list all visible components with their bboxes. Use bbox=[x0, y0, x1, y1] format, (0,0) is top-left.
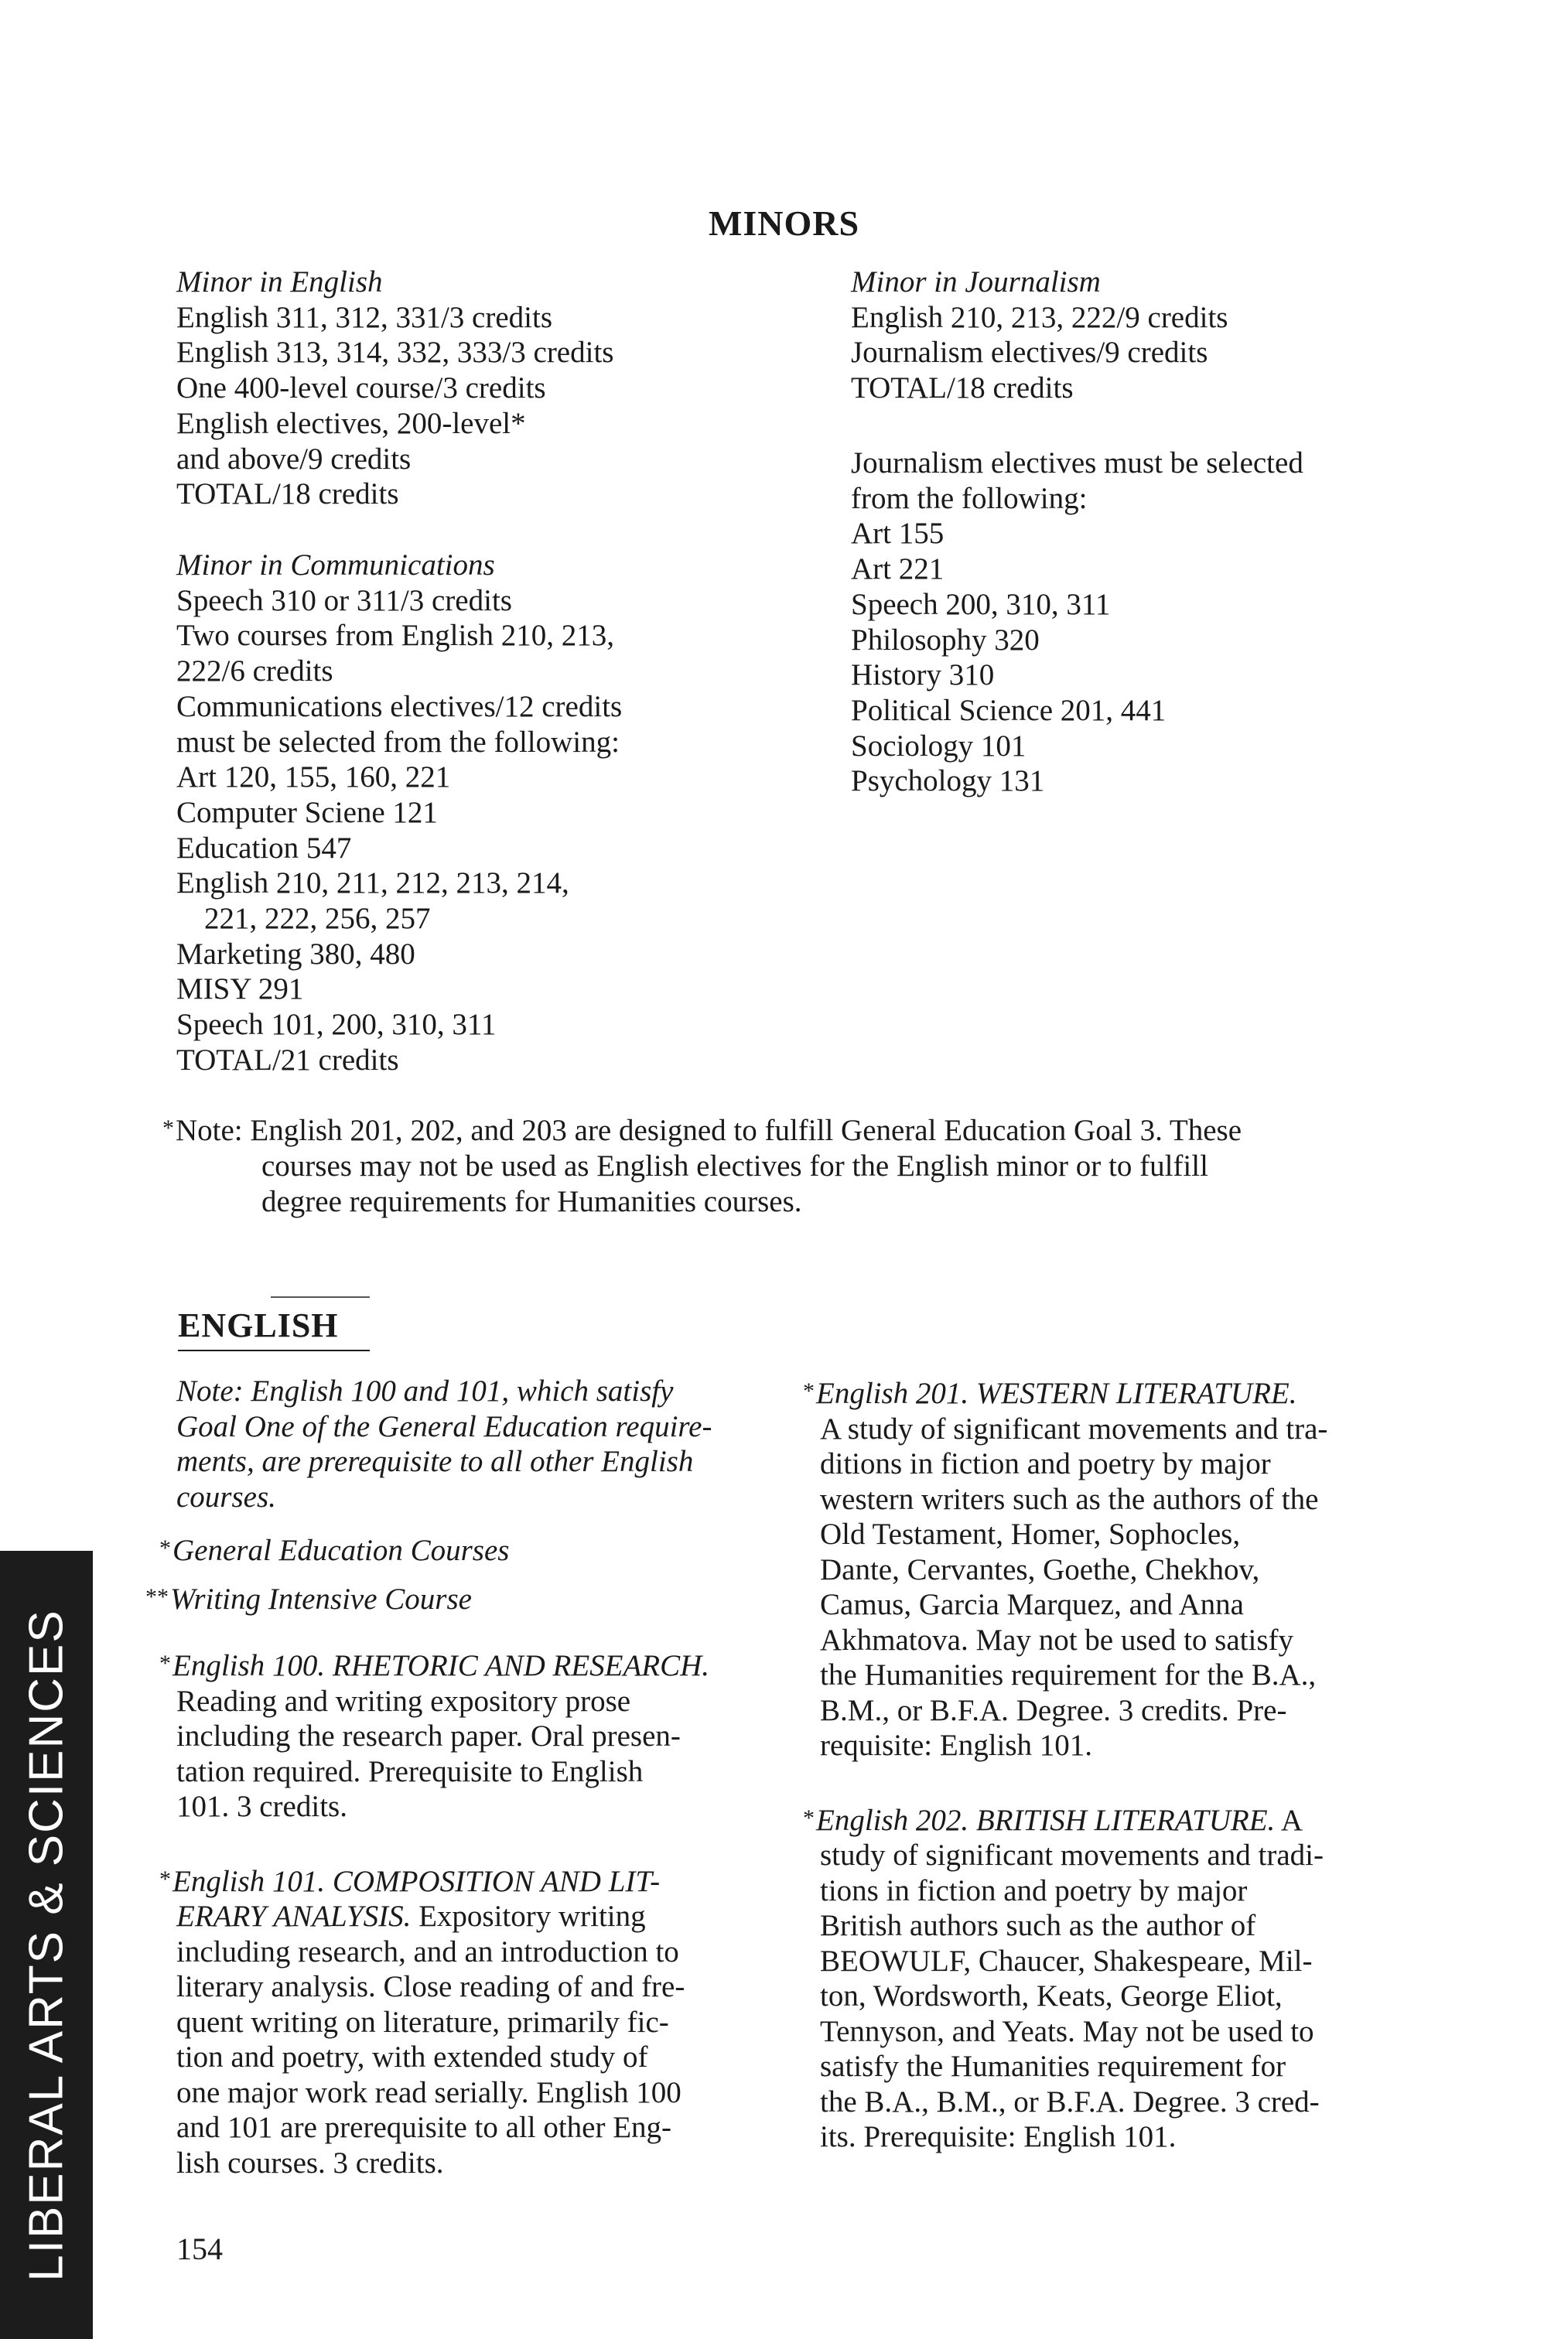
legend-text: General Education Courses bbox=[173, 1534, 510, 1567]
minor-journalism-line: TOTAL/18 credits bbox=[851, 371, 1074, 405]
journalism-electives-line: from the following: bbox=[851, 481, 1088, 515]
legend-item bbox=[145, 1574, 764, 1623]
legend-item bbox=[159, 1525, 764, 1574]
course-english-202 bbox=[803, 1801, 1416, 2155]
minor-english-line: TOTAL/18 credits bbox=[176, 477, 399, 511]
course-english-201 bbox=[803, 1374, 1416, 1764]
journalism-electives-line: Journalism electives must be selected bbox=[851, 446, 1303, 480]
minor-communications-line: Marketing 380, 480 bbox=[176, 937, 415, 971]
section-heading-english: ENGLISH bbox=[178, 1306, 370, 1351]
course-desc-line: Expository writing bbox=[411, 1900, 646, 1933]
minor-communications-line: English 210, 211, 212, 213, 214, bbox=[176, 866, 569, 900]
course-english-100 bbox=[159, 1646, 764, 1825]
course-desc-line: Akhmatova. May not be used to satisfy bbox=[820, 1623, 1293, 1657]
course-title: English 100. RHETORIC AND RESEARCH. bbox=[173, 1649, 710, 1682]
course-desc-line: and 101 are prerequisite to all other Eng- bbox=[176, 2111, 672, 2144]
course-desc-line: BEOWULF, Chaucer, Shakespeare, Mil- bbox=[820, 1944, 1313, 1978]
intro-line: courses. bbox=[176, 1480, 276, 1514]
journalism-electives-line: Philosophy 320 bbox=[851, 623, 1040, 657]
minor-communications-title: Minor in Communications bbox=[176, 548, 495, 582]
course-title: English 202. BRITISH LITERATURE. bbox=[816, 1803, 1276, 1837]
minor-english-line: English 311, 312, 331/3 credits bbox=[176, 300, 553, 334]
course-title: English 101. COMPOSITION AND LIT- bbox=[173, 1864, 661, 1898]
course-desc-line: tions in fiction and poetry by major bbox=[820, 1873, 1248, 1907]
course-desc-line: including the research paper. Oral presen- bbox=[176, 1719, 681, 1753]
course-desc-line: its. Prerequisite: English 101. bbox=[820, 2120, 1177, 2153]
footnote-line: degree requirements for Humanities courses. bbox=[261, 1185, 802, 1218]
journalism-electives-line: Political Science 201, 441 bbox=[851, 693, 1167, 727]
minor-english-line: English electives, 200-level* bbox=[176, 406, 526, 440]
course-desc-line: lish courses. 3 credits. bbox=[176, 2146, 444, 2180]
minor-communications-line: Two courses from English 210, 213, bbox=[176, 619, 614, 653]
side-tab-label: LIBERAL ARTS & SCIENCES bbox=[19, 1608, 73, 2282]
minor-communications-line: MISY 291 bbox=[176, 972, 304, 1006]
footnote bbox=[162, 1111, 1416, 1220]
course-desc-line: tation required. Prerequisite to English bbox=[176, 1754, 644, 1788]
course-desc-line: the Humanities requirement for the B.A., bbox=[820, 1658, 1317, 1692]
footnote-line: courses may not be used as English electives for the English minor or to fulfill bbox=[261, 1149, 1208, 1183]
minor-english-line: One 400-level course/3 credits bbox=[176, 371, 546, 405]
footnote-star: * bbox=[162, 1115, 174, 1141]
page-number: 154 bbox=[176, 2231, 223, 2266]
english-right-column bbox=[803, 1374, 1416, 2192]
course-desc-line: Old Testament, Homer, Sophocles, bbox=[820, 1518, 1241, 1551]
legend-mark: * bbox=[159, 1535, 171, 1561]
minor-communications-line: Education 547 bbox=[176, 831, 352, 865]
course-desc-line: Dante, Cervantes, Goethe, Chekhov, bbox=[820, 1552, 1260, 1586]
minor-communications-line: Art 120, 155, 160, 221 bbox=[176, 760, 451, 794]
journalism-electives-line: Art 155 bbox=[851, 517, 945, 551]
page-title: MINORS bbox=[708, 203, 860, 243]
minor-communications-line: TOTAL/21 credits bbox=[176, 1043, 399, 1077]
course-desc-line: the B.A., B.M., or B.F.A. Degree. 3 cred- bbox=[820, 2085, 1320, 2119]
minor-communications-line: 221, 222, 256, 257 bbox=[204, 902, 431, 936]
side-section-tab bbox=[0, 1551, 93, 2339]
course-title: English 201. WESTERN LITERATURE. bbox=[816, 1377, 1297, 1410]
course-english-101 bbox=[159, 1862, 764, 2181]
course-desc-line: Camus, Garcia Marquez, and Anna bbox=[820, 1588, 1244, 1621]
english-intro-note bbox=[176, 1374, 764, 1514]
course-desc-line: requisite: English 101. bbox=[820, 1729, 1093, 1762]
gen-ed-mark: * bbox=[803, 1378, 815, 1404]
course-desc-line: study of significant movements and tradi- bbox=[820, 1839, 1324, 1872]
course-desc-line: literary analysis. Close reading of and fre- bbox=[176, 1970, 685, 2003]
journalism-electives-line: Sociology 101 bbox=[851, 729, 1027, 763]
minor-english-block bbox=[176, 265, 613, 512]
legend bbox=[145, 1525, 764, 1623]
minor-communications-line: Communications electives/12 credits bbox=[176, 689, 623, 723]
course-desc-line: ton, Wordsworth, Keats, George Eliot, bbox=[820, 1979, 1283, 2013]
course-desc-line: B.M., or B.F.A. Degree. 3 credits. Pre- bbox=[820, 1693, 1287, 1727]
minor-communications-line: 222/6 credits bbox=[176, 654, 333, 688]
legend-text: Writing Intensive Course bbox=[170, 1583, 472, 1616]
course-desc-line: A study of significant movements and tra- bbox=[820, 1412, 1328, 1446]
gen-ed-mark: * bbox=[159, 1651, 171, 1676]
minor-communications-line: Computer Sciene 121 bbox=[176, 795, 438, 829]
course-desc-line: tion and poetry, with extended study of bbox=[176, 2040, 648, 2074]
course-desc-line: British authors such as the author of bbox=[820, 1909, 1256, 1942]
journalism-electives-line: Speech 200, 310, 311 bbox=[851, 587, 1111, 621]
minor-communications-block bbox=[176, 548, 622, 1078]
english-left-column bbox=[145, 1374, 764, 2218]
course-desc-line: western writers such as the authors of the bbox=[820, 1482, 1319, 1516]
course-desc-line: Tennyson, and Yeats. May not be used to bbox=[820, 2014, 1314, 2048]
journalism-electives-line: Psychology 131 bbox=[851, 764, 1045, 798]
course-title: ERARY ANALYSIS. bbox=[176, 1900, 412, 1933]
course-desc-line: Reading and writing expository prose bbox=[176, 1684, 631, 1718]
footnote-label: Note: bbox=[176, 1114, 243, 1147]
course-desc-line: quent writing on literature, primarily fic- bbox=[176, 2005, 669, 2039]
course-desc-line: one major work read serially. English 100 bbox=[176, 2075, 682, 2109]
minor-communications-line: Speech 310 or 311/3 credits bbox=[176, 583, 512, 617]
minor-english-line: and above/9 credits bbox=[176, 442, 412, 476]
heading-rule bbox=[271, 1296, 370, 1298]
minor-journalism-line: Journalism electives/9 credits bbox=[851, 336, 1208, 370]
minor-communications-line: must be selected from the following: bbox=[176, 725, 620, 759]
minor-english-line: English 313, 314, 332, 333/3 credits bbox=[176, 336, 614, 370]
minor-journalism-block bbox=[851, 265, 1228, 406]
journalism-electives-block bbox=[851, 446, 1303, 799]
gen-ed-mark: * bbox=[803, 1805, 815, 1831]
intro-line: Note: English 100 and 101, which satisfy bbox=[176, 1374, 674, 1408]
intro-line: Goal One of the General Education require- bbox=[176, 1409, 712, 1443]
intro-line: ments, are prerequisite to all other English bbox=[176, 1445, 694, 1478]
legend-mark: ** bbox=[145, 1584, 169, 1610]
journalism-electives-line: Art 221 bbox=[851, 552, 945, 586]
course-desc-line: including research, and an introduction to bbox=[176, 1934, 679, 1969]
minor-english-title: Minor in English bbox=[176, 265, 383, 299]
footnote-line: English 201, 202, and 203 are designed to fulfill General Education Goal 3. These bbox=[250, 1114, 1242, 1147]
minor-communications-line: Speech 101, 200, 310, 311 bbox=[176, 1008, 497, 1042]
minor-journalism-title: Minor in Journalism bbox=[851, 265, 1101, 299]
minor-journalism-line: English 210, 213, 222/9 credits bbox=[851, 300, 1228, 334]
gen-ed-mark: * bbox=[159, 1866, 171, 1892]
course-desc-line: A bbox=[1275, 1803, 1303, 1837]
course-desc-line: 101. 3 credits. bbox=[176, 1790, 347, 1823]
course-desc-line: ditions in fiction and poetry by major bbox=[820, 1447, 1271, 1480]
journalism-electives-line: History 310 bbox=[851, 658, 995, 692]
course-desc-line: satisfy the Humanities requirement for bbox=[820, 2050, 1286, 2083]
